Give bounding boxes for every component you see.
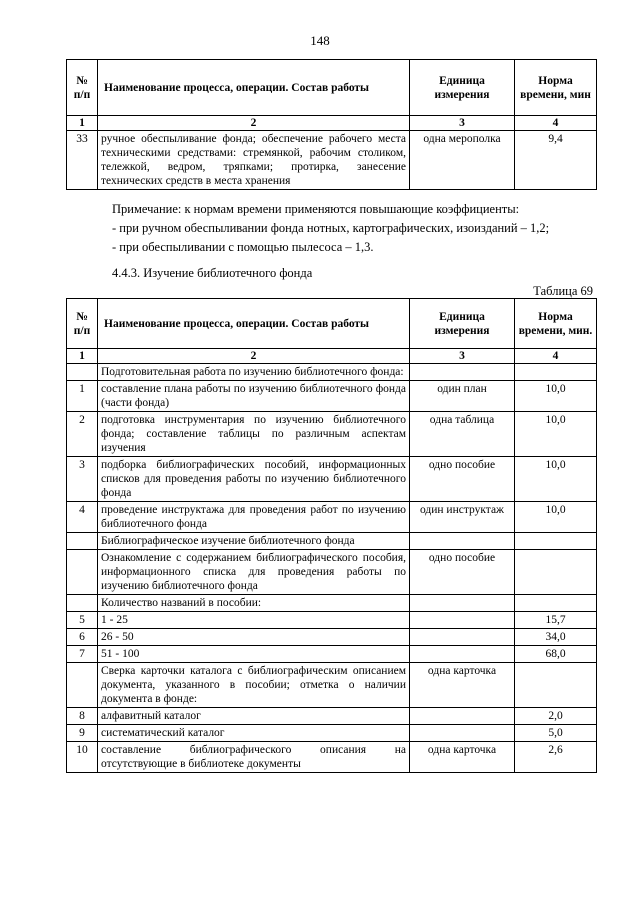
- column-index-row: [67, 116, 597, 131]
- row-unit: [410, 364, 515, 381]
- note-line: - при ручном обеспыливании фонда нотных, картографических, изоизданий – 1,2;: [112, 221, 550, 235]
- column-index: 4: [515, 349, 597, 364]
- row-name: 1 - 25: [98, 612, 410, 629]
- row-unit: одно пособие: [410, 550, 515, 595]
- table-row: [67, 533, 597, 550]
- row-name: Количество названий в пособии:: [98, 595, 410, 612]
- row-name: Подготовительная работа по изучению библиотечного фонда:: [98, 364, 410, 381]
- row-num: [67, 364, 98, 381]
- column-index: 4: [515, 116, 597, 131]
- row-num: 33: [67, 131, 98, 190]
- row-norm: 15,7: [515, 612, 597, 629]
- row-name: ручное обеспыливание фонда; обеспечение рабочего места техническими средствами: стремянкой, рабочим столиком, тележкой, ведром, тряпками; протирка, занесение технических средств в места хранения: [98, 131, 410, 190]
- note: [112, 200, 612, 257]
- row-unit: одна карточка: [410, 742, 515, 773]
- table-row: [67, 612, 597, 629]
- row-norm: 5,0: [515, 725, 597, 742]
- table-row: [67, 708, 597, 725]
- row-norm: 10,0: [515, 502, 597, 533]
- table-row: [67, 131, 597, 190]
- table-body: [67, 364, 597, 773]
- row-norm: 10,0: [515, 412, 597, 457]
- row-num: 3: [67, 457, 98, 502]
- row-name: Ознакомление с содержанием библиографического пособия, информационного списка для проведения работы по изучению библиотечного фонда: [98, 550, 410, 595]
- row-name: проведение инструктажа для проведения работ по изучению библиотечного фонда: [98, 502, 410, 533]
- note-line: - при обеспыливании с помощью пылесоса – 1,3.: [112, 240, 374, 254]
- table-row: [67, 502, 597, 533]
- column-index: 3: [410, 349, 515, 364]
- row-name: Библиографическое изучение библиотечного фонда: [98, 533, 410, 550]
- row-num: [67, 663, 98, 708]
- row-unit: [410, 595, 515, 612]
- row-num: 8: [67, 708, 98, 725]
- row-unit: [410, 533, 515, 550]
- row-norm: [515, 533, 597, 550]
- header-name: Наименование процесса, операции. Состав работы: [98, 299, 410, 349]
- row-unit: [410, 612, 515, 629]
- row-norm: 10,0: [515, 381, 597, 412]
- row-num: 10: [67, 742, 98, 773]
- header-num: № п/п: [67, 60, 98, 116]
- norms-table-69: [66, 298, 597, 773]
- column-index: 1: [67, 116, 98, 131]
- table-row: [67, 629, 597, 646]
- row-name: Сверка карточки каталога с библиографическим описанием документа, указанного в пособии; отметка о наличии документа в фонде:: [98, 663, 410, 708]
- row-name: 26 - 50: [98, 629, 410, 646]
- page-number: 148: [310, 33, 330, 48]
- table-row: [67, 595, 597, 612]
- row-unit: [410, 646, 515, 663]
- table-row: [67, 412, 597, 457]
- table-row: [67, 550, 597, 595]
- header-norm: Норма времени, мин: [515, 60, 597, 116]
- row-name: алфавитный каталог: [98, 708, 410, 725]
- row-norm: 9,4: [515, 131, 597, 190]
- row-norm: 10,0: [515, 457, 597, 502]
- row-norm: 2,6: [515, 742, 597, 773]
- row-norm: [515, 364, 597, 381]
- header-name: Наименование процесса, операции. Состав работы: [98, 60, 410, 116]
- header-unit: Единица измерения: [410, 60, 515, 116]
- row-name: 51 - 100: [98, 646, 410, 663]
- row-unit: [410, 629, 515, 646]
- column-index: 2: [98, 349, 410, 364]
- row-num: [67, 550, 98, 595]
- table-row: [67, 725, 597, 742]
- row-norm: [515, 550, 597, 595]
- table-row: [67, 663, 597, 708]
- table-caption: Таблица 69: [533, 284, 593, 298]
- row-name: составление библиографического описания на отсутствующие в библиотеке документы: [98, 742, 410, 773]
- row-name: составление плана работы по изучению библиотечного фонда (части фонда): [98, 381, 410, 412]
- row-num: 5: [67, 612, 98, 629]
- column-index: 2: [98, 116, 410, 131]
- column-index: 3: [410, 116, 515, 131]
- row-unit: один инструктаж: [410, 502, 515, 533]
- column-index: 1: [67, 349, 98, 364]
- row-unit: одно пособие: [410, 457, 515, 502]
- row-num: 4: [67, 502, 98, 533]
- section-title: 4.4.3. Изучение библиотечного фонда: [112, 266, 313, 280]
- row-unit: один план: [410, 381, 515, 412]
- row-name: систематический каталог: [98, 725, 410, 742]
- row-norm: [515, 663, 597, 708]
- row-unit: одна карточка: [410, 663, 515, 708]
- row-name: подготовка инструментария по изучению библиотечного фонда; составление таблицы по различным аспектам изучения: [98, 412, 410, 457]
- table-row: [67, 381, 597, 412]
- table-row: [67, 457, 597, 502]
- row-num: [67, 595, 98, 612]
- row-name: подборка библиографических пособий, информационных списков для проведения работы по изучению библиотечного фонда: [98, 457, 410, 502]
- header-norm: Норма времени, мин.: [515, 299, 597, 349]
- row-unit: одна таблица: [410, 412, 515, 457]
- row-num: 1: [67, 381, 98, 412]
- row-unit: [410, 708, 515, 725]
- row-num: 7: [67, 646, 98, 663]
- column-index-row: [67, 349, 597, 364]
- note-line: Примечание: к нормам времени применяются повышающие коэффициенты:: [112, 202, 520, 216]
- row-unit: [410, 725, 515, 742]
- row-norm: [515, 595, 597, 612]
- row-num: 6: [67, 629, 98, 646]
- row-unit: одна мерополка: [410, 131, 515, 190]
- table-row: [67, 742, 597, 773]
- row-norm: 68,0: [515, 646, 597, 663]
- row-norm: 34,0: [515, 629, 597, 646]
- header-num: № п/п: [67, 299, 98, 349]
- row-num: 9: [67, 725, 98, 742]
- row-num: 2: [67, 412, 98, 457]
- header-unit: Единица измерения: [410, 299, 515, 349]
- row-num: [67, 533, 98, 550]
- table-row: [67, 364, 597, 381]
- norms-table-continued: [66, 59, 597, 190]
- row-norm: 2,0: [515, 708, 597, 725]
- table-row: [67, 646, 597, 663]
